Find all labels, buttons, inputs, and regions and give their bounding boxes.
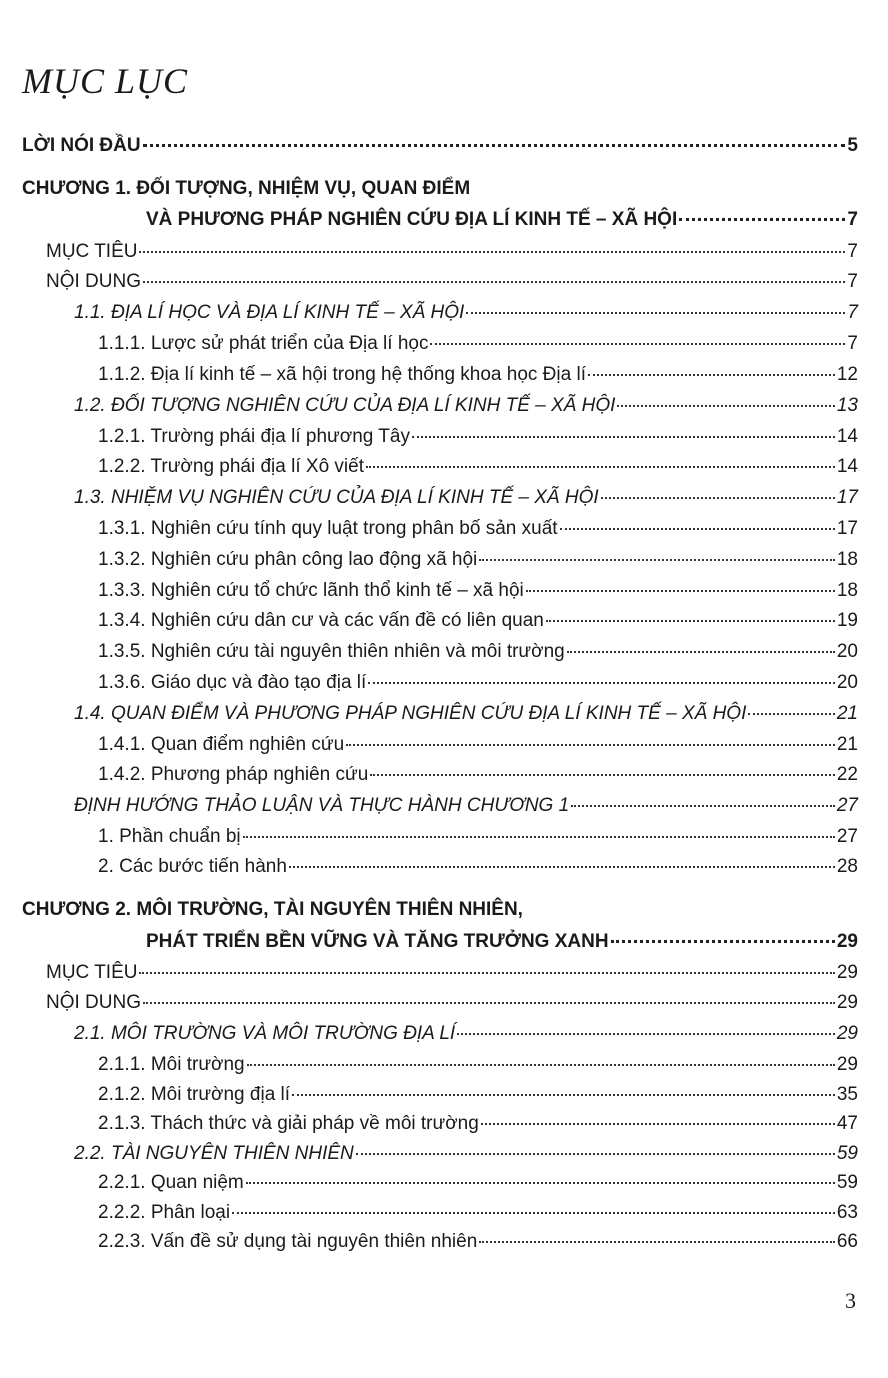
chapter-1-entry: [146, 208, 858, 232]
toc-page-number: 20: [836, 641, 858, 662]
toc-entry: [46, 991, 858, 1015]
toc-entry-label: 1.4. QUAN ĐIỂM VÀ PHƯƠNG PHÁP NGHIÊN CỨU ĐỊA LÍ KINH TẾ – XÃ HỘI: [74, 703, 747, 724]
toc-page-number: 29: [836, 1054, 858, 1075]
dot-leader: [368, 682, 835, 684]
dot-leader: [139, 251, 845, 253]
toc-page-number: 29: [836, 962, 858, 983]
dot-leader: [370, 774, 835, 776]
chapter-1-title-line1: CHƯƠNG 1. ĐỐI TƯỢNG, NHIỆM VỤ, QUAN ĐIỂM: [22, 178, 471, 199]
toc-entry: [98, 579, 858, 603]
dot-leader: [457, 1033, 835, 1035]
toc-entry: [98, 855, 858, 879]
toc-entry-label: 1.3.6. Giáo dục và đào tạo địa lí: [98, 672, 367, 693]
toc-entry-label: 1.3.4. Nghiên cứu dân cư và các vấn đề có liên quan: [98, 610, 544, 631]
toc-entry: [74, 702, 858, 726]
toc-entry: [98, 1112, 858, 1136]
toc-entry-label: 1.4.1. Quan điểm nghiên cứu: [98, 734, 345, 755]
dot-leader: [546, 620, 835, 622]
toc-entry: [74, 1142, 858, 1166]
toc-entry-label: 1.2.1. Trường phái địa lí phương Tây: [98, 426, 410, 447]
toc-entry: [98, 332, 858, 356]
toc-entry-label: MỤC TIÊU: [46, 962, 138, 983]
dot-leader: [346, 744, 835, 746]
toc-entry-label: 1.3.2. Nghiên cứu phân công lao động xã hội: [98, 549, 478, 570]
toc-entry-label: 1.3.3. Nghiên cứu tổ chức lãnh thổ kinh tế – xã hội: [98, 580, 524, 601]
dot-leader: [356, 1153, 835, 1155]
dot-leader: [430, 343, 845, 345]
toc-entry-label: NỘI DUNG: [46, 992, 141, 1013]
toc-entry: [98, 1230, 858, 1254]
toc-page-number: 17: [836, 487, 858, 508]
toc-page-number: 66: [836, 1231, 858, 1252]
toc-entry: [74, 794, 858, 818]
dot-leader: [479, 559, 835, 561]
dot-leader: [143, 1002, 835, 1004]
toc-entry-label: MỤC TIÊU: [46, 241, 138, 262]
dot-leader: [143, 281, 845, 283]
toc-page-number: 47: [836, 1113, 858, 1134]
dot-leader: [412, 436, 835, 438]
toc-entry: [98, 733, 858, 757]
toc-entry-label: 2.2. TÀI NGUYÊN THIÊN NHIÊN: [74, 1143, 354, 1164]
toc-entry: [98, 609, 858, 633]
toc-entry: [74, 486, 858, 510]
chapter-2-title-line1: CHƯƠNG 2. MÔI TRƯỜNG, TÀI NGUYÊN THIÊN NHIÊN,: [22, 899, 523, 920]
toc-page-number: 7: [847, 302, 858, 323]
page-number: 3: [845, 1288, 856, 1313]
toc-page-number: 14: [836, 426, 858, 447]
toc-page-number: 18: [836, 580, 858, 601]
toc-entry-label: 1.2.2. Trường phái địa lí Xô viết: [98, 456, 364, 477]
toc-entry: [98, 1053, 858, 1077]
toc-entry: [98, 1171, 858, 1195]
toc-page-number: 14: [836, 456, 858, 477]
toc-entry: [46, 270, 858, 294]
dot-leader: [292, 1094, 835, 1096]
toc-page-number: 20: [836, 672, 858, 693]
toc-page-number: 28: [836, 856, 858, 877]
dot-leader: [139, 972, 834, 974]
dot-leader: [679, 218, 845, 221]
toc-page-number: 59: [836, 1143, 858, 1164]
toc-entry-label: 1.2. ĐỐI TƯỢNG NGHIÊN CỨU CỦA ĐỊA LÍ KINH TẾ – XÃ HỘI: [74, 395, 616, 416]
toc-entry-label: 1.3.1. Nghiên cứu tính quy luật trong phân bố sản xuất: [98, 518, 558, 539]
toc-page-number: 27: [836, 795, 858, 816]
toc-page-number: 18: [836, 549, 858, 570]
dot-leader: [560, 528, 835, 530]
dot-leader: [479, 1241, 835, 1243]
toc-page-number: 19: [836, 610, 858, 631]
toc-entry: [46, 961, 858, 985]
dot-leader: [243, 836, 835, 838]
toc-entry: [98, 640, 858, 664]
dot-leader: [466, 312, 845, 314]
toc-page-number: 29: [836, 931, 858, 952]
page-title: MỤC LỤC: [22, 61, 189, 101]
toc-page-number: 27: [836, 826, 858, 847]
dot-leader: [617, 405, 834, 407]
toc-entry-label: 2.1.3. Thách thức và giải pháp về môi trường: [98, 1113, 479, 1134]
chapter-1-title-line2: VÀ PHƯƠNG PHÁP NGHIÊN CỨU ĐỊA LÍ KINH TẾ – XÃ HỘI: [146, 209, 678, 230]
toc-page-number: 12: [836, 364, 858, 385]
dot-leader: [611, 940, 835, 943]
toc-entry-label: NỘI DUNG: [46, 271, 141, 292]
toc-entry: [98, 363, 858, 387]
dot-leader: [247, 1064, 835, 1066]
toc-entry-label: 1.1.2. Địa lí kinh tế – xã hội trong hệ thống khoa học Địa lí: [98, 364, 586, 385]
toc-entry-label: 1.3. NHIỆM VỤ NGHIÊN CỨU CỦA ĐỊA LÍ KINH TẾ – XÃ HỘI: [74, 487, 599, 508]
toc-page-number: 35: [836, 1084, 858, 1105]
toc-page-number: 22: [836, 764, 858, 785]
toc-entry: [74, 394, 858, 418]
toc-entry-label: 2.1.1. Môi trường: [98, 1054, 245, 1075]
toc-entry-front: [22, 134, 858, 158]
toc-entry: [98, 1083, 858, 1107]
toc-page-number: 29: [836, 992, 858, 1013]
toc-entry-label: 1.1. ĐỊA LÍ HỌC VÀ ĐỊA LÍ KINH TẾ – XÃ HỘI: [74, 302, 465, 323]
toc-page-number: 5: [847, 135, 858, 156]
toc-entry: [46, 240, 858, 264]
toc-entry: [98, 425, 858, 449]
toc-page-number: 63: [836, 1202, 858, 1223]
toc-entry: [74, 301, 858, 325]
toc-entry: [98, 763, 858, 787]
dot-leader: [571, 805, 835, 807]
dot-leader: [481, 1123, 835, 1125]
toc-page-number: 7: [847, 209, 858, 230]
toc-entry-label: 2.1. MÔI TRƯỜNG VÀ MÔI TRƯỜNG ĐỊA LÍ: [74, 1023, 456, 1044]
toc-entry: [98, 548, 858, 572]
dot-leader: [567, 651, 835, 653]
toc-entry: [98, 517, 858, 541]
toc-entry: [98, 671, 858, 695]
toc-entry-label: 1.4.2. Phương pháp nghiên cứu: [98, 764, 369, 785]
chapter-2-entry: [146, 930, 858, 954]
toc-entry-label: 1.1.1. Lược sử phát triển của Địa lí học: [98, 333, 429, 354]
toc-page-number: 7: [847, 241, 858, 262]
toc-page-number: 59: [836, 1172, 858, 1193]
toc-page-number: 7: [847, 271, 858, 292]
dot-leader: [143, 144, 846, 147]
toc-page-number: 13: [836, 395, 858, 416]
toc-entry-label: 2. Các bước tiến hành: [98, 856, 287, 877]
toc-entry-label: 1.3.5. Nghiên cứu tài nguyên thiên nhiên và môi trường: [98, 641, 565, 662]
dot-leader: [366, 466, 835, 468]
toc-entry-label: LỜI NÓI ĐẦU: [22, 135, 141, 156]
toc-entry: [98, 1201, 858, 1225]
toc-page-number: 7: [847, 333, 858, 354]
toc-page-number: 21: [836, 734, 858, 755]
dot-leader: [748, 713, 835, 715]
toc-page-number: 29: [836, 1023, 858, 1044]
dot-leader: [588, 374, 835, 376]
toc-entry-label: 2.2.1. Quan niệm: [98, 1172, 244, 1193]
dot-leader: [601, 497, 835, 499]
toc-entry: [98, 455, 858, 479]
toc-entry-label: ĐỊNH HƯỚNG THẢO LUẬN VÀ THỰC HÀNH CHƯƠNG 1: [74, 795, 570, 816]
toc-entry-label: 1. Phần chuẩn bị: [98, 826, 241, 847]
toc-entry-label: 2.1.2. Môi trường địa lí: [98, 1084, 291, 1105]
dot-leader: [526, 590, 835, 592]
dot-leader: [246, 1182, 835, 1184]
toc-entry: [98, 825, 858, 849]
dot-leader: [289, 866, 835, 868]
toc-page-number: 17: [836, 518, 858, 539]
toc-entry: [74, 1022, 858, 1046]
dot-leader: [232, 1212, 835, 1214]
toc-entry-label: 2.2.3. Vấn đề sử dụng tài nguyên thiên nhiên: [98, 1231, 478, 1252]
chapter-2-title-line2: PHÁT TRIỂN BỀN VỮNG VÀ TĂNG TRƯỞNG XANH: [146, 931, 609, 952]
toc-entry-label: 2.2.2. Phân loại: [98, 1202, 231, 1223]
toc-page-number: 21: [836, 703, 858, 724]
